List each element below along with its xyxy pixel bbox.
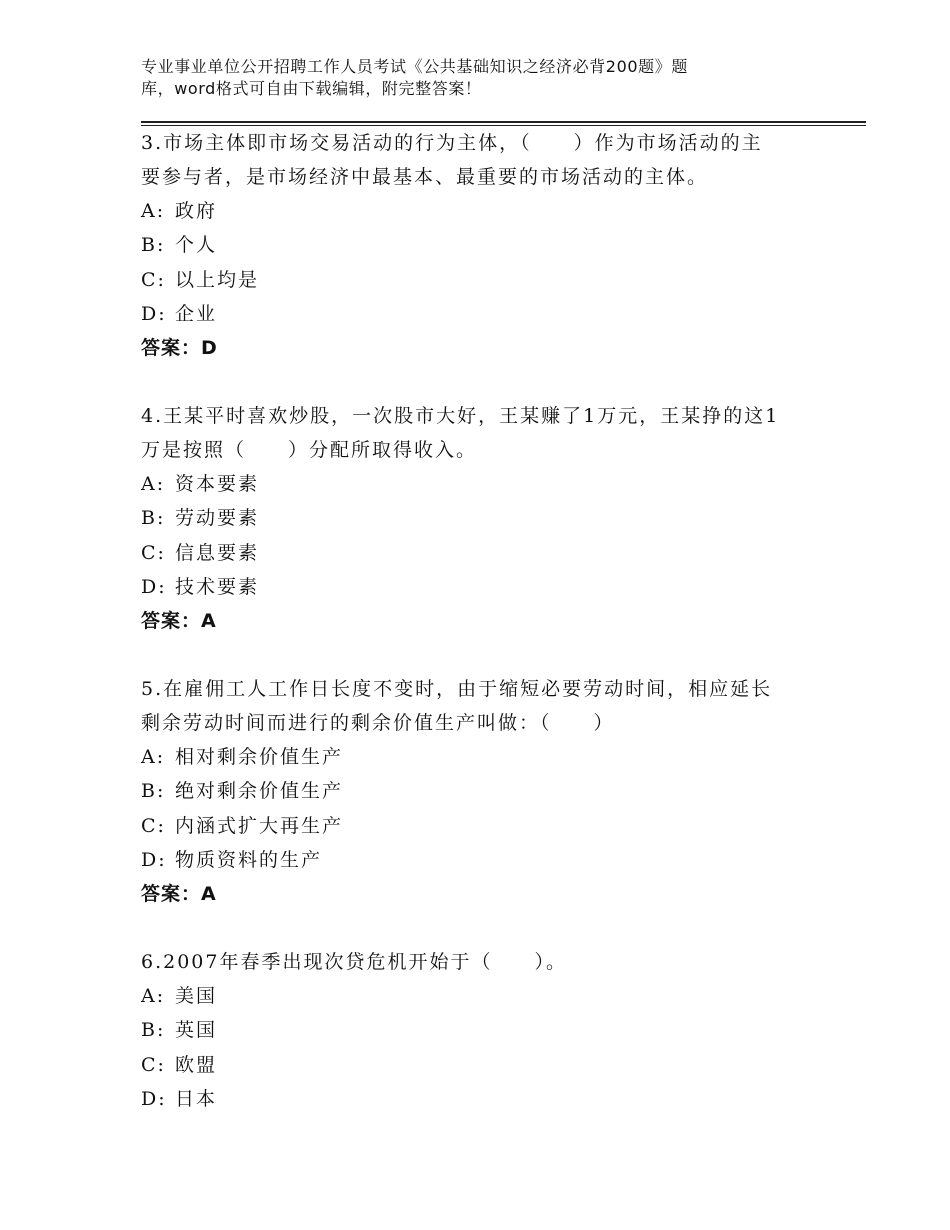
question-6 [141,945,821,1116]
option-d [141,297,821,331]
option-a [141,194,821,228]
option-text: 英国 [175,1019,218,1042]
option-key: A: [141,985,166,1007]
option-b [141,501,821,535]
option-key: A: [141,200,166,222]
option-key: B: [141,1019,166,1042]
option-c [141,809,821,843]
question-text-line-2: 万是按照（ ）分配所取得收入。 [141,439,478,461]
option-text: 政府 [175,200,218,222]
option-text: 绝对剩余价值生产 [175,780,344,803]
option-text: 个人 [175,234,218,257]
answer-label: 答案：D [141,337,218,360]
question-5 [141,672,821,911]
question-3 [141,126,821,365]
option-text: 信息要素 [175,541,260,564]
option-a [141,467,821,501]
header-divider-thick [141,121,866,123]
question-text-line-1: 4.王某平时喜欢炒股，一次股市大好，王某赚了1万元，王某挣的这1 [141,405,780,427]
option-text: 相对剩余价值生产 [175,746,344,768]
option-text: 美国 [175,985,218,1007]
question-text-line-2: 剩余劳动时间而进行的剩余价值生产叫做：（ ） [141,712,615,734]
option-c [141,1048,821,1082]
answer-label: 答案：A [141,883,217,906]
option-key: C: [141,268,166,291]
option-text: 物质资料的生产 [175,848,323,871]
option-a [141,740,821,774]
option-b [141,1013,821,1047]
option-b [141,774,821,808]
option-text: 以上均是 [175,268,260,291]
option-key: B: [141,780,166,803]
option-a [141,979,821,1013]
option-key: C: [141,541,166,564]
question-4 [141,399,821,638]
answer-label: 答案：A [141,610,217,633]
option-d [141,843,821,877]
header-line-2: 库，word格式可自由下载编辑，附完整答案！ [141,79,482,98]
option-c [141,263,821,297]
option-key: D: [141,1087,167,1110]
option-b [141,228,821,262]
option-key: B: [141,234,166,257]
option-key: D: [141,575,167,598]
option-key: B: [141,507,166,530]
question-text-line-2: 要参与者，是市场经济中最基本、最重要的市场活动的主体。 [141,166,709,188]
option-d [141,1082,821,1116]
option-text: 日本 [175,1087,218,1110]
option-text: 欧盟 [175,1053,218,1076]
question-text-line-1: 5.在雇佣工人工作日长度不变时，由于缩短必要劳动时间，相应延长 [141,678,773,700]
option-text: 内涵式扩大再生产 [175,814,344,837]
option-key: D: [141,302,167,325]
option-text: 资本要素 [175,473,260,495]
option-c [141,536,821,570]
option-key: A: [141,473,166,495]
option-text: 企业 [175,302,218,325]
option-key: C: [141,1053,166,1076]
question-text-line-1: 3.市场主体即市场交易活动的行为主体，（ ）作为市场活动的主 [141,132,763,154]
option-text: 技术要素 [175,575,260,598]
option-key: D: [141,848,167,871]
header-line-1: 专业事业单位公开招聘工作人员考试《公共基础知识之经济必背200题》题 [141,57,688,76]
option-text: 劳动要素 [175,507,260,530]
document-header [141,56,781,100]
option-key: A: [141,746,166,768]
option-key: C: [141,814,166,837]
option-d [141,570,821,604]
question-text-line-1: 6.2007年春季出现次贷危机开始于（ ）。 [141,951,567,973]
